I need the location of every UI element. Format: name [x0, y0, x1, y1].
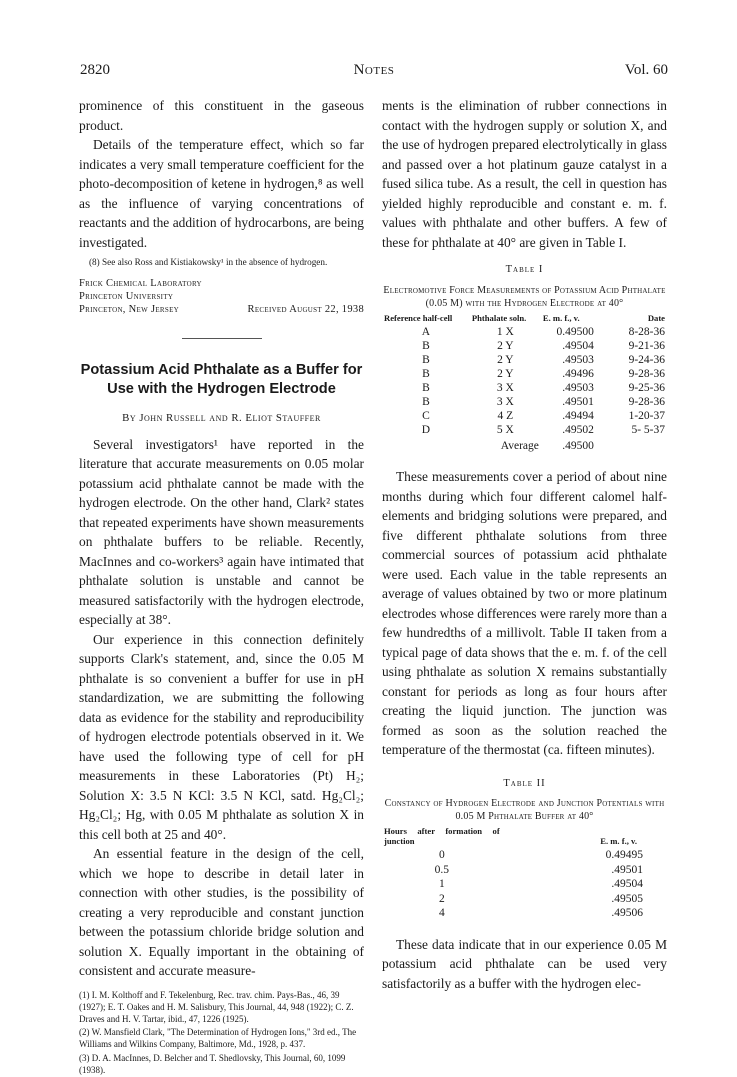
- table-cell: .49496: [562, 368, 594, 380]
- footnote-1: (1) I. M. Kolthoff and F. Tekelenburg, Rec. trav. chim. Pays-Bas., 46, 39 (1927); E. T. Oakes and H. M. Salisbury, This Journal, 44, 948 (1922); C. Z. Draves and H. V. Tartar, ibid., 47, 1226 (1925).: [79, 989, 354, 1024]
- right-column: [382, 96, 667, 993]
- table-cell: 9-28-36: [628, 368, 665, 380]
- paragraph-conclusion: These data indicate that in our experience 0.05 M potassium acid phthalate can be used very satisfactorily as a buffer with the hydrogen elec-: [382, 936, 667, 991]
- table-cell: 1: [438, 878, 445, 890]
- table-cell: 2 Y: [497, 340, 514, 352]
- table-cell: 0.49495: [605, 849, 643, 861]
- table-header: Reference half-cell: [384, 312, 453, 323]
- table-cell: 2 Y: [497, 368, 514, 380]
- table-cell: .49501: [611, 863, 643, 876]
- volume-label: Vol. 60: [624, 62, 668, 78]
- table-cell: C: [422, 410, 430, 422]
- table-row: [382, 848, 667, 863]
- table-cell: 9-25-36: [628, 382, 665, 394]
- table-cell: 5- 5-37: [631, 424, 665, 436]
- table-2: [382, 827, 667, 921]
- paragraph-cell-design: An essential feature in the design of the cell, which we hope to describe in detail later in connection with other studies, is the possibility of creating a very reproducible and constant junction between the potassium chloride bridge solution and solution X. Equally important in the obtaining of consistent and accurate measure-: [79, 846, 364, 978]
- table-header: Phthalate soln.: [471, 312, 527, 323]
- table-cell: B: [422, 368, 430, 380]
- table-cell: 4: [438, 907, 445, 919]
- footnote-3: (3) D. A. MacInnes, D. Belcher and T. Shedlovsky, This Journal, 60, 1099 (1938).: [79, 1052, 346, 1075]
- received-date: Received August 22, 1938: [247, 304, 364, 315]
- affiliation-location-line: [79, 303, 364, 316]
- table-row: [382, 367, 667, 381]
- table-header: E. m. f., v.: [542, 312, 580, 323]
- table-cell: 2: [438, 892, 445, 905]
- affiliation-lab: Frick Chemical Laboratory: [79, 278, 202, 289]
- article-byline: By John Russell and R. Eliot Stauffer: [122, 412, 321, 424]
- table-1-header-row: [382, 314, 667, 326]
- table-row: [382, 395, 667, 409]
- table-cell: .49503: [562, 382, 594, 394]
- table-cell: 5 X: [496, 424, 514, 436]
- table-cell: 9-28-36: [628, 396, 665, 408]
- table-row: [382, 877, 667, 892]
- table-cell: 3 X: [496, 382, 514, 394]
- table-cell: A: [421, 326, 431, 338]
- paragraph-details: Details of the temperature effect, which so far indicates a very small temperature coefficient for the photo-decomposition of ketene in hydrogen,⁸ as well as the influence of varying concentrations of reactants and the addition of hydrocarbons, are being investigated.: [79, 137, 364, 250]
- table-row: [382, 381, 667, 395]
- paragraph-carryover-right: ments is the elimination of rubber connections in contact with the hydrogen supply or solution X, and the use of hydrogen prepared electrolytically in glass and passed over a hot platinum gauze catalyst in a fused silica tube. As a result, the cell in question has yielded highly reproducible and constant e. m. f. values with phthalate and other buffers. A few of these for phthalate at 40° are given in Table I.: [382, 98, 667, 250]
- table-cell: .49501: [562, 396, 594, 408]
- table-cell: 2 Y: [497, 354, 514, 366]
- table-cell: 1-20-37: [628, 410, 665, 422]
- table-cell: 9-21-36: [628, 340, 665, 352]
- affiliation-block: [79, 277, 364, 316]
- table-header: Date: [647, 312, 665, 323]
- footnote-2: (2) W. Mansfield Clark, "The Determination of Hydrogen Ions," 3rd ed., The Williams and Wilkins Company, Baltimore, Md., 1928, p. 437.: [79, 1027, 357, 1050]
- table-cell: 0.49500: [556, 326, 594, 338]
- table-1: [382, 314, 667, 454]
- table-cell: .49494: [562, 410, 594, 422]
- table-2-header-row: [382, 827, 667, 848]
- page-number: 2820: [80, 62, 110, 78]
- table-cell: 0: [438, 849, 445, 861]
- table-average-row: [382, 437, 667, 453]
- table-2-caption: Constancy of Hydrogen Electrode and Junction Potentials with 0.05 M Phthalate Buffer at 40°: [384, 798, 665, 822]
- table-cell: .49502: [562, 424, 594, 436]
- table-cell: D: [421, 424, 431, 436]
- footnotes: [79, 989, 364, 1076]
- table-row: [382, 892, 667, 907]
- table-row: [382, 863, 667, 878]
- table-2-label: Table II: [503, 777, 546, 789]
- table-row: [382, 325, 667, 339]
- table-cell: .49503: [562, 354, 594, 366]
- table-cell: 1 X: [496, 326, 514, 338]
- table-header: E. m. f., v.: [600, 835, 637, 846]
- table-cell: 8-28-36: [628, 326, 665, 338]
- table-cell: .49504: [611, 878, 643, 890]
- table-cell: 9-24-36: [628, 354, 665, 366]
- affiliation-location: Princeton, New Jersey: [79, 304, 179, 315]
- table-cell: .49504: [562, 340, 594, 352]
- table-1-label: Table I: [505, 264, 544, 275]
- table-header: Hours after formation of junction: [384, 826, 500, 846]
- table-cell: 0.5: [434, 863, 450, 876]
- table-cell: B: [422, 382, 430, 394]
- average-value: .49500: [562, 440, 594, 452]
- affiliation-university: Princeton University: [79, 291, 174, 302]
- running-head: [80, 62, 668, 82]
- table-1-caption: Electromotive Force Measurements of Potassium Acid Phthalate (0.05 M) with the Hydrogen Electrode at 40°: [383, 284, 666, 309]
- table-row: [382, 423, 667, 437]
- table-cell: 4 Z: [497, 410, 514, 422]
- paragraph-measurements: These measurements cover a period of about nine months during which four different calomel half-elements and bridging solutions were prepared, and five different phthalate solutions from three commercial sources of potassium acid phthalate were used. Each value in the table represents an average of values obtained by two or more platinum electrodes whose differences were rarely more than a few hundredths of a millivolt. Table II taken from a typical page of data shows that the e. m. f. of the cell using phthalate as solution X remains substantially constant for periods as long as four hours after creating the liquid junction. The junction was formed as soon as the solution reached the temperature of the thermostat (ca. fifteen minutes).: [382, 469, 667, 757]
- table-cell: B: [422, 340, 430, 352]
- table-cell: .49506: [611, 907, 643, 919]
- footnote-8: (8) See also Ross and Kistiakowsky¹ in the absence of hydrogen.: [89, 257, 328, 267]
- table-cell: B: [422, 396, 430, 408]
- paragraph-intro: Several investigators¹ have reported in the literature that accurate measurements on 0.05 molar potassium acid phthalate cannot be made with the hydrogen electrode. On the other hand, Clark² states that repeated experiments have shown measurements on phthalate buffers to be reliable. Recently, MacInnes and co-workers³ again have intimated that phthalate solution is unstable and cannot be measured satisfactorily with the hydrogen electrode, especially at 38°.: [79, 436, 364, 627]
- section-title: Notes: [353, 62, 395, 78]
- paragraph-experience: Our experience in this connection definitely supports Clark's statement, and, since the 0.05 M phthalate is so convenient a buffer for use in pH standardization, we are submitting the following data as evidence for the stability and reproducibility of hydrogen electrode potentials observed in it. We have used the following type of cell for pH measurements in these Laboratories (Pt) H₂; Solution X: 3.5 N KCl: 3.5 N KCl, satd. Hg₂Cl₂; Hg₂Cl₂; Hg, with 0.05 M phthalate as solution X in this cell both at 25 and 40°.: [79, 631, 364, 842]
- left-column: [79, 96, 364, 1077]
- table-row: [382, 339, 667, 353]
- table-cell: B: [422, 354, 430, 366]
- paragraph-carryover: prominence of this constituent in the gaseous product.: [79, 98, 364, 133]
- table-row: [382, 409, 667, 423]
- table-row: [382, 353, 667, 367]
- table-row: [382, 906, 667, 921]
- article-title: Potassium Acid Phthalate as a Buffer for Use with the Hydrogen Electrode: [80, 362, 363, 397]
- section-divider: [182, 338, 262, 339]
- table-cell: .49505: [611, 892, 643, 905]
- average-label: Average: [500, 440, 539, 452]
- table-cell: 3 X: [496, 396, 514, 408]
